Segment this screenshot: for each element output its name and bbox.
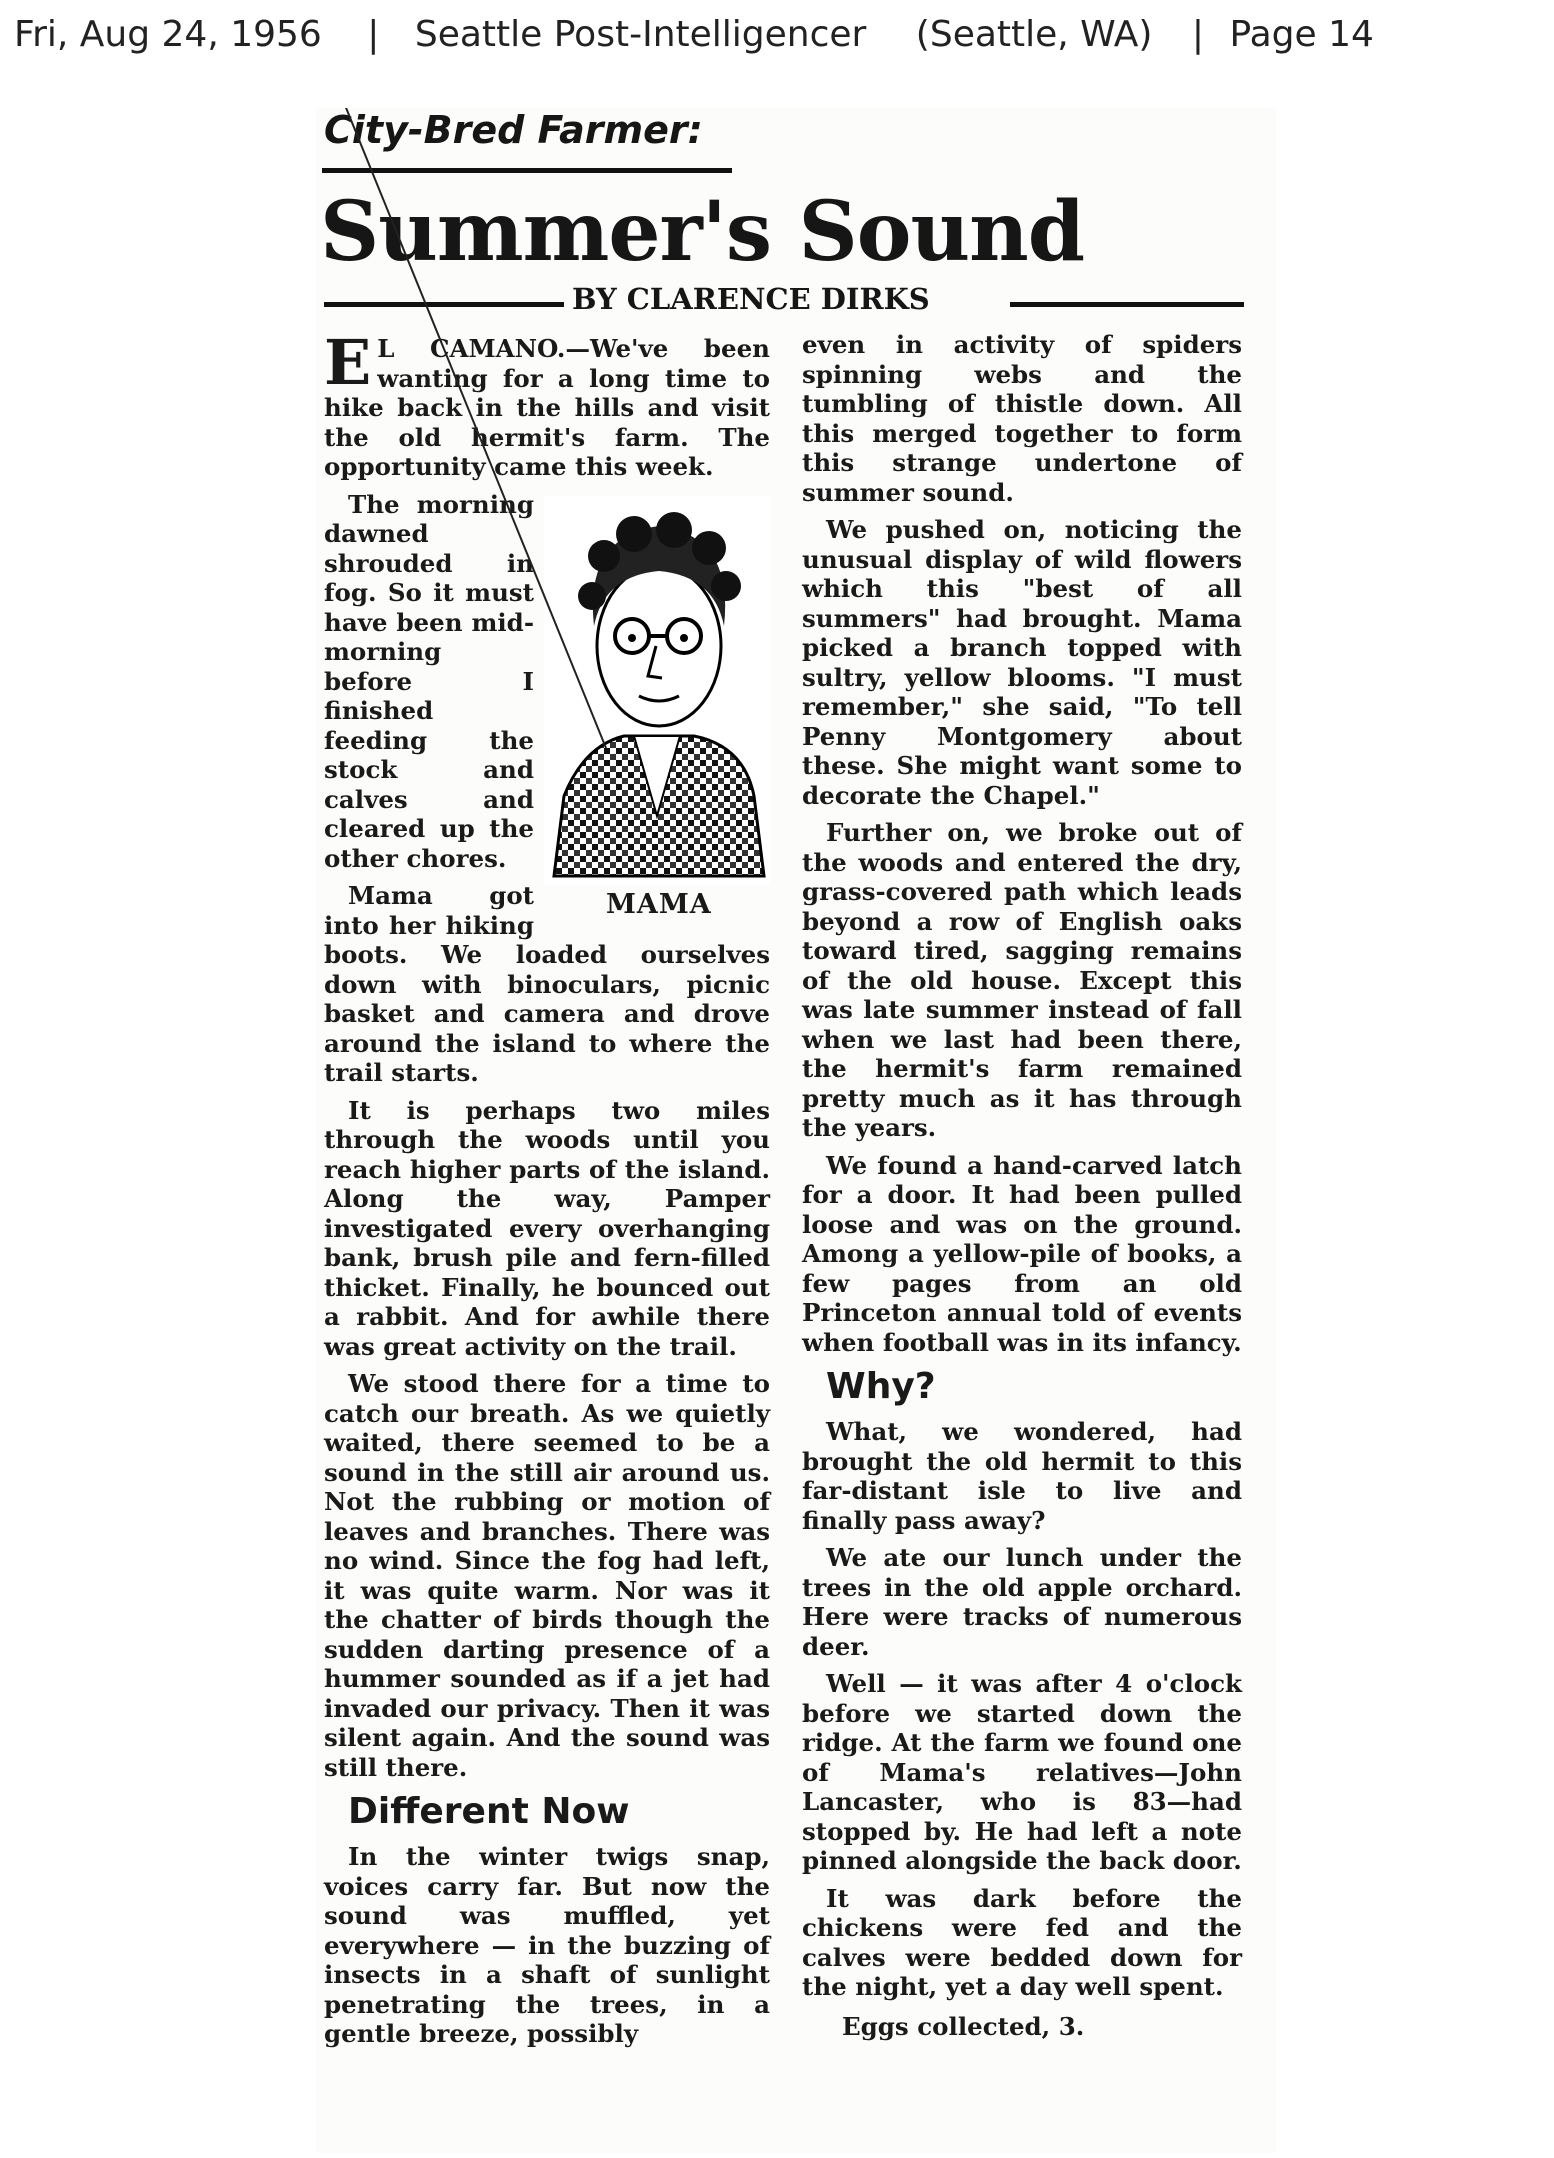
article-paragraph: In the winter twigs snap, voices carry far. But now the sound was muffled, yet everywhere — in the buzzing of insects in a shaft of sunlight penetrating the trees, in a gentle breeze, possibly (324, 1842, 770, 2048)
article-paragraph: We stood there for a time to catch our breath. As we quietly waited, there seemed to be a sound in the still air around us. Not the rubbing or motion of leaves and branches. There was no wind. Since the fog had left, it was quite warm. Nor was it the chatter of birds though the sudden darting presence of a hummer sounded as if a jet had invaded our privacy. Then it was silent again. And the sound was still there. (324, 1369, 770, 1782)
header-separator: | (367, 14, 380, 55)
article-kicker: City-Bred Farmer: (324, 108, 703, 152)
article-paragraph: It is perhaps two miles through the woods until you reach higher parts of the island. Along the way, Pamper investigated every overhanging bank, brush pile and fern-filled thicket. Finally, he bounced out a rabbit. And for awhile there was great activity on the trail. (324, 1095, 770, 1361)
subheading: Why? (826, 1366, 936, 1407)
subheading: Different Now (348, 1791, 630, 1832)
article-paragraph: We found a hand-carved latch for a door. It had been pulled loose and was on the ground. Among a yellow-pile of books, a few pages from an old Princeton annual told of events when football was in its infancy. (802, 1150, 1242, 1357)
article-paragraph: We pushed on, noticing the unusual display of wild flowers which this "best of all summers" had brought. Mama picked a branch topped with sultry, yellow blooms. "I must remember," she said, "To tell Penny Montgomery about these. She might want some to decorate the Chapel." (802, 515, 1242, 810)
article-paragraph: E L CAMANO.—We've been wanting for a long time to hike back in the hills and visit the old hermit's farm. The opportunity came this week. (324, 326, 770, 481)
article-paragraph: We ate our lunch under the trees in the old apple orchard. Here were tracks of numerous deer. (802, 1543, 1242, 1661)
article-headline: Summer's Sound (320, 184, 1085, 280)
article-paragraph: Further on, we broke out of the woods and entered the dry, grass-covered path which leads beyond a row of English oaks toward tired, sagging remains of the old house. Except this was late summer instead of fall when we last had been there, the hermit's farm remained pretty much as it has through the years. (802, 818, 1242, 1142)
photo-caption: MAMA (606, 888, 712, 920)
newspaper-clipping (316, 108, 1276, 2153)
newspaper-location: (Seattle, WA) (915, 14, 1153, 55)
article-paragraph: Well — it was after 4 o'clock before we started down the ridge. At the farm we found one of Mama's relatives—John Lancaster, who is 83—had stopped by. He had left a note pinned alongside the back door. (802, 1669, 1242, 1875)
article-paragraph: What, we wondered, had brought the old hermit to this far-distant isle to live and finally pass away? (802, 1417, 1242, 1535)
article-byline: BY CLARENCE DIRKS (572, 282, 930, 316)
article-tagline: Eggs collected, 3. (842, 2011, 1085, 2041)
article-paragraph: It was dark before the chickens were fed and the calves were bedded down for the night, yet a day well spent. (802, 1883, 1242, 2001)
article-paragraph: The morning dawned shrouded in fog. So it must have been mid-morning before I finished feeding the stock and calves and cleared up the other chores. (324, 489, 534, 873)
drop-cap: E (324, 326, 372, 399)
article-paragraph: even in activity of spiders spinning webs and the tumbling of thistle down. All this merged together to form this strange undertone of summer sound. (802, 330, 1242, 507)
scan-scratch-line (316, 108, 1276, 808)
header-separator: | (1191, 14, 1205, 55)
page-header (14, 14, 1544, 64)
newspaper-name: Seattle Post-Intelligencer (414, 14, 867, 55)
page-number: Page 14 (1229, 14, 1374, 55)
article-paragraph: Mama got into her hiking boots. We loaded ourselves down with binoculars, picnic basket and camera and drove around the island to where the trail starts. (324, 881, 770, 1087)
publication-date: Fri, Aug 24, 1956 (14, 14, 322, 55)
